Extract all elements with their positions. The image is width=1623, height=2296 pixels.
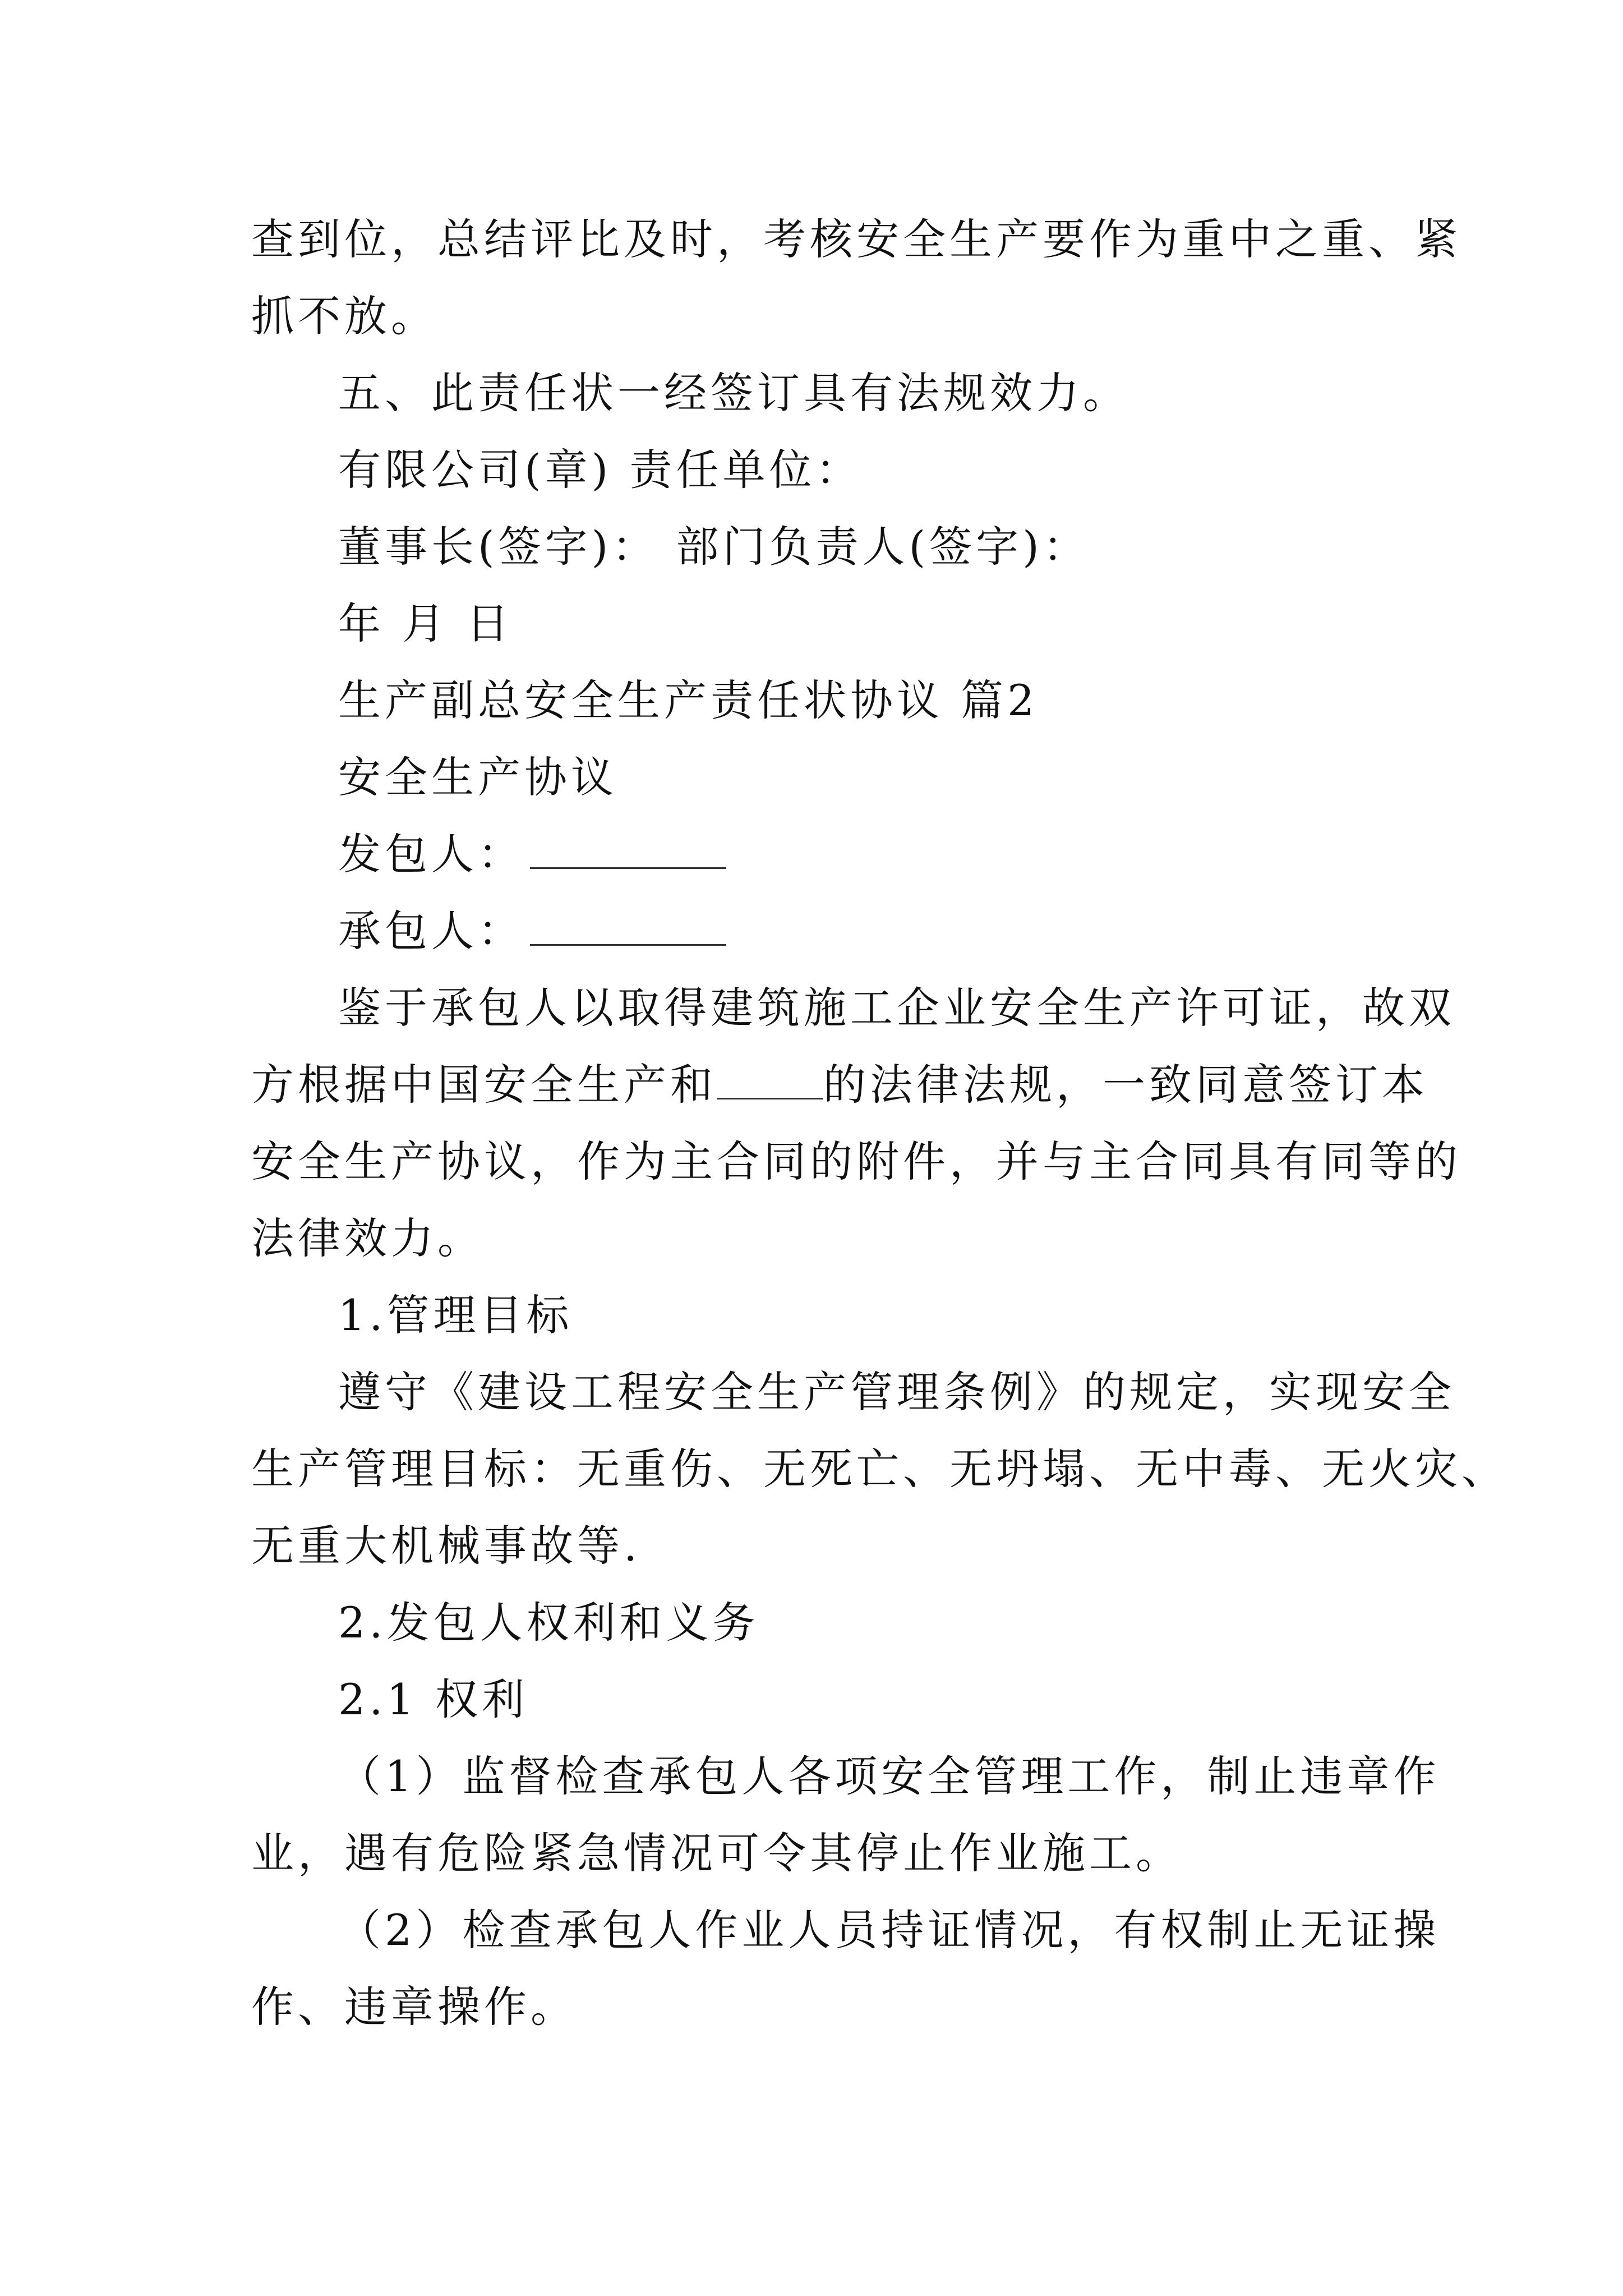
employer-label: 发包人：	[338, 829, 524, 879]
text-line: （2）检查承包人作业人员持证情况，有权制止无证操	[338, 1905, 1440, 1955]
text-line: 法律效力。	[251, 1213, 484, 1263]
section-title: 生产副总安全生产责任状协议 篇2	[338, 675, 1039, 725]
text-line: 查到位，总结评比及时，考核安全生产要作为重中之重、紧	[251, 214, 1461, 264]
text-line: 有限公司(章) 责任单位：	[338, 445, 863, 495]
text-line: 无重大机械事故等.	[251, 1521, 642, 1571]
text-line: 作、违章操作。	[251, 1982, 577, 2032]
contractor-blank	[530, 910, 726, 946]
employer-blank	[530, 834, 726, 869]
text-line: 鉴于承包人以取得建筑施工企业安全生产许可证，故双	[338, 983, 1455, 1033]
text-line-with-blank	[251, 1046, 1428, 1123]
text-line: （1）监督检查承包人各项安全管理工作，制止违章作	[338, 1751, 1440, 1801]
text-fragment: 方根据中国安全生产和	[251, 1060, 717, 1110]
contractor-label: 承包人：	[338, 906, 524, 956]
text-line: 五、此责任状一经签订具有法规效力。	[338, 368, 1129, 418]
agreement-title: 安全生产协议	[338, 752, 617, 802]
text-line: 业，遇有危险紧急情况可令其停止作业施工。	[251, 1828, 1182, 1878]
employer-field	[338, 816, 1387, 892]
heading-management-goal: 1.管理目标	[338, 1290, 573, 1340]
text-line: 生产管理目标：无重伤、无死亡、无坍塌、无中毒、无火灾、	[251, 1444, 1508, 1494]
text-line: 遵守《建设工程安全生产管理条例》的规定，实现安全	[338, 1367, 1455, 1417]
law-blank	[717, 1064, 823, 1099]
date-line: 年 月 日	[338, 599, 513, 648]
contractor-field	[338, 892, 1387, 969]
text-line: 抓不放。	[251, 291, 437, 341]
text-fragment: 的法律法规，一致同意签订本	[823, 1060, 1428, 1110]
heading-employer-rights: 2.发包人权利和义务	[338, 1598, 759, 1648]
heading-rights: 2.1 权利	[338, 1674, 529, 1724]
signature-line: 董事长(签字)： 部门负责人(签字)：	[338, 522, 1090, 572]
text-line: 安全生产协议，作为主合同的附件，并与主合同具有同等的	[251, 1137, 1461, 1186]
